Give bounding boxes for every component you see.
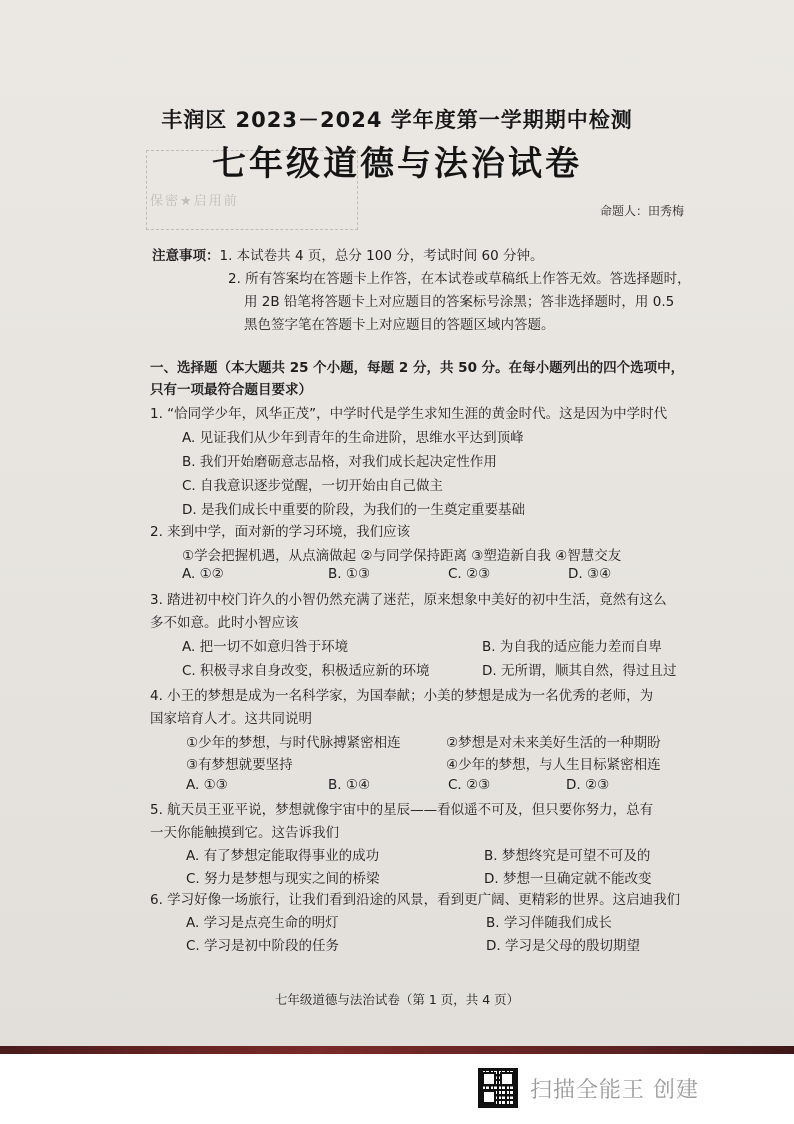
scanner-watermark bbox=[478, 1068, 699, 1108]
notice-item-2c: 黑色签字笔在答题卡上对应题目的答题区域内答题。 bbox=[244, 317, 555, 333]
notice-item-2a: 2. 所有答案均在答题卡上作答，在本试卷或草稿纸上作答无效。答选择题时， bbox=[228, 271, 691, 287]
notice-label: 注意事项： bbox=[152, 248, 220, 264]
q4-stem: 4. 小王的梦想是成为一名科学家，为国奉献；小美的梦想是成为一名优秀的老师，为 bbox=[150, 688, 654, 704]
q4-option-c: C. ②③ bbox=[448, 777, 491, 793]
q3-stem: 3. 踏进初中校门许久的小智仍然充满了迷茫，原来想象中美好的初中生活，竟然有这么 bbox=[150, 592, 667, 608]
q3-option-a: A. 把一切不如意归咎于环境 bbox=[182, 639, 349, 655]
q1-option-d: D. 是我们成长中重要的阶段，为我们的一生奠定重要基础 bbox=[182, 502, 525, 518]
q2-items: ①学会把握机遇，从点滴做起 ②与同学保持距离 ③塑造新自我 ④智慧交友 bbox=[182, 548, 622, 564]
q4-stem-cont: 国家培育人才。这共同说明 bbox=[150, 711, 312, 727]
q2-option-b: B. ①③ bbox=[328, 566, 371, 582]
q3-option-d: D. 无所谓，顺其自然，得过且过 bbox=[482, 663, 677, 679]
q6-option-a: A. 学习是点亮生命的明灯 bbox=[186, 915, 339, 931]
exam-title: 丰润区 2023－2024 学年度第一学期期中检测 bbox=[161, 108, 633, 132]
q1-stem: 1. “恰同学少年，风华正茂”，中学时代是学生求知生涯的黄金时代。这是因为中学时代 bbox=[150, 406, 668, 422]
q5-stem: 5. 航天员王亚平说，梦想就像宇宙中的星辰——看似遥不可及，但只要你努力，总有 bbox=[150, 802, 654, 818]
q5-option-b: B. 梦想终究是可望不可及的 bbox=[484, 848, 651, 864]
q3-option-c: C. 积极寻求自身改变，积极适应新的环境 bbox=[182, 663, 430, 679]
q6-stem: 6. 学习好像一场旅行，让我们看到沿途的风景，看到更广阔、更精彩的世界。这启迪我们 bbox=[150, 892, 681, 908]
q5-option-c: C. 努力是梦想与现实之间的桥梁 bbox=[186, 871, 380, 887]
q2-option-a: A. ①② bbox=[182, 566, 224, 582]
faint-stamp-text: 保密★启用前 bbox=[150, 194, 239, 209]
q2-stem: 2. 来到中学，面对新的学习环境，我们应该 bbox=[150, 524, 411, 540]
q2-option-c: C. ②③ bbox=[448, 566, 491, 582]
q4-item-4: ④少年的梦想，与人生目标紧密相连 bbox=[446, 757, 661, 773]
q3-option-b: B. 为自我的适应能力差而自卑 bbox=[482, 639, 662, 655]
author: 命题人：田秀梅 bbox=[600, 204, 685, 218]
q4-item-3: ③有梦想就要坚持 bbox=[186, 757, 293, 773]
scanner-brand-text: 扫描全能王 创建 bbox=[530, 1077, 699, 1103]
q6-option-b: B. 学习伴随我们成长 bbox=[486, 915, 612, 931]
q4-item-2: ②梦想是对未来美好生活的一种期盼 bbox=[446, 735, 661, 751]
q5-option-d: D. 梦想一旦确定就不能改变 bbox=[484, 871, 652, 887]
qr-code-icon bbox=[478, 1068, 518, 1108]
q2-option-d: D. ③④ bbox=[568, 566, 612, 582]
q3-stem-cont: 多不如意。此时小智应该 bbox=[150, 615, 299, 631]
q6-option-d: D. 学习是父母的殷切期望 bbox=[486, 938, 640, 954]
page-footer: 七年级道德与法治试卷（第 1 页，共 4 页） bbox=[274, 992, 520, 1007]
notice-item-1-text: 1. 本试卷共 4 页，总分 100 分，考试时间 60 分钟。 bbox=[219, 248, 544, 264]
q1-option-a: A. 见证我们从少年到青年的生命进阶，思维水平达到顶峰 bbox=[182, 430, 524, 446]
section-heading: 一、选择题（本大题共 25 个小题，每题 2 分，共 50 分。在每小题列出的四个选项中， bbox=[150, 360, 685, 376]
q4-option-b: B. ①④ bbox=[328, 777, 371, 793]
q5-option-a: A. 有了梦想定能取得事业的成功 bbox=[186, 848, 380, 864]
q6-option-c: C. 学习是初中阶段的任务 bbox=[186, 938, 340, 954]
q4-option-a: A. ①③ bbox=[186, 777, 228, 793]
exam-subject-title: 七年级道德与法治试卷 bbox=[212, 144, 582, 184]
q1-option-b: B. 我们开始磨砺意志品格，对我们成长起决定性作用 bbox=[182, 454, 497, 470]
q4-option-d: D. ②③ bbox=[566, 777, 610, 793]
notice-item-2b: 用 2B 铅笔将答题卡上对应题目的答案标号涂黑；答非选择题时，用 0.5 bbox=[244, 294, 675, 310]
section-heading-cont: 只有一项最符合题目要求） bbox=[150, 382, 312, 398]
notice-item-1 bbox=[152, 244, 543, 264]
q4-item-1: ①少年的梦想，与时代脉搏紧密相连 bbox=[186, 735, 401, 751]
q5-stem-cont: 一天你能触摸到它。这告诉我们 bbox=[150, 825, 339, 841]
q1-option-c: C. 自我意识逐步觉醒，一切开始由自己做主 bbox=[182, 478, 444, 494]
paper-edge bbox=[0, 1046, 794, 1054]
